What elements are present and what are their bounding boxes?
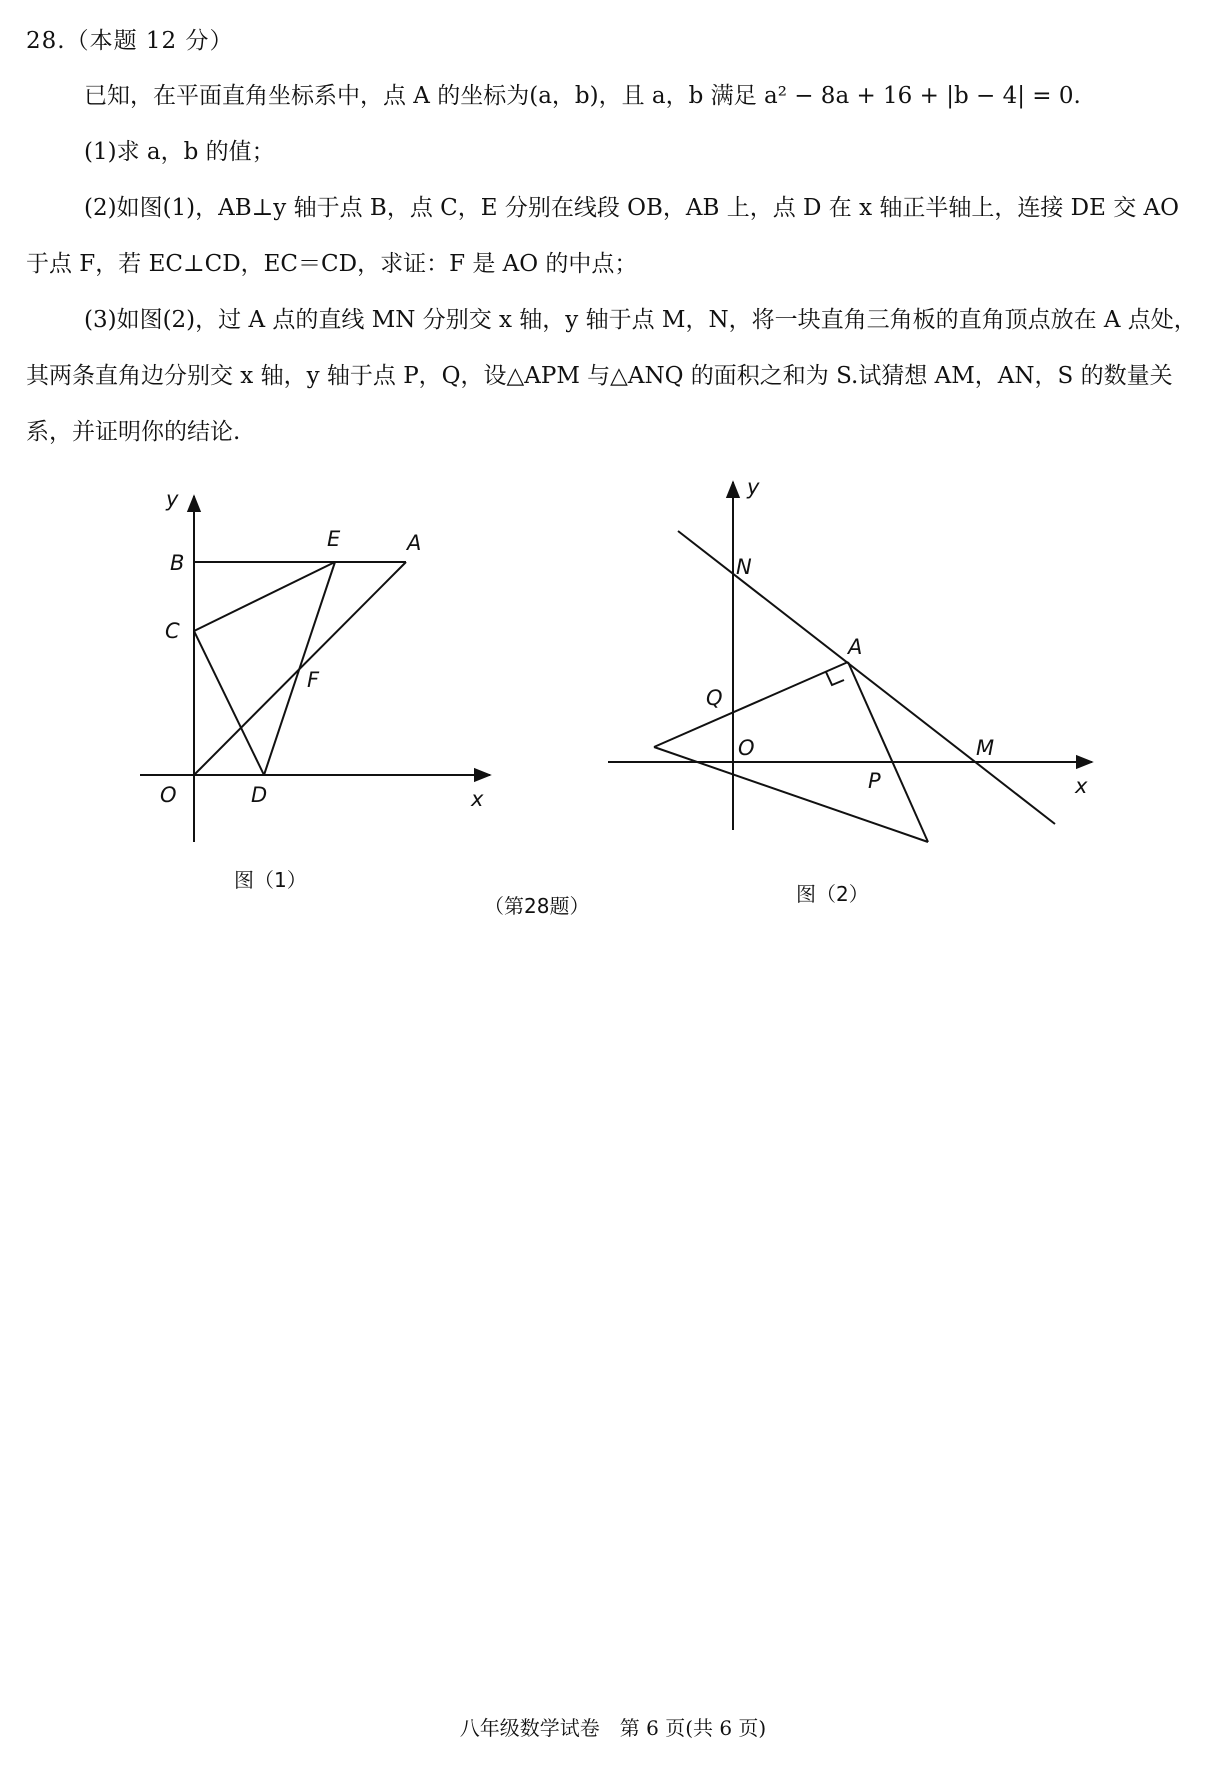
fig1-label-x: x bbox=[471, 787, 484, 811]
question-part-1: (1)求 a，b 的值； bbox=[84, 139, 275, 165]
fig2-label-x: x bbox=[1075, 774, 1088, 798]
fig2-label-y: y bbox=[747, 475, 760, 499]
fig2-segment-AP bbox=[848, 662, 928, 842]
figure-2 bbox=[608, 482, 1092, 842]
figure-2-caption: 图（2） bbox=[796, 882, 869, 906]
fig1-label-B: B bbox=[170, 551, 185, 575]
question-part-2: (2)如图(1)，AB⊥y 轴于点 B，点 C，E 分别在线段 OB，AB 上，点 D 在 x 轴正半轴上，连接 DE 交 AO 于点 F，若 EC⊥CD，EC＝CD，求证：F 是 AO 的中点； bbox=[26, 195, 1180, 277]
figure-group-caption: （第28题） bbox=[484, 894, 590, 918]
figures-area bbox=[0, 460, 1226, 880]
question-header: 28.（本题 12 分） bbox=[26, 28, 234, 54]
page-footer: 八年级数学试卷 第 6 页(共 6 页) bbox=[459, 1716, 767, 1740]
fig2-label-Q: Q bbox=[706, 686, 723, 710]
fig1-label-A: A bbox=[407, 531, 422, 555]
fig2-label-M: M bbox=[976, 736, 995, 760]
fig2-label-P: P bbox=[868, 769, 881, 793]
fig2-label-N: N bbox=[736, 555, 752, 579]
question-intro: 已知，在平面直角坐标系中，点 A 的坐标为(a，b)，且 a，b 满足 a² − 8a + 16 + |b − 4| = 0. bbox=[84, 83, 1081, 109]
question-part-3: (3)如图(2)，过 A 点的直线 MN 分别交 x 轴，y 轴于点 M，N，将一块直角三角板的直角顶点放在 A 点处，其两条直角边分别交 x 轴，y 轴于点 P，Q，设△APM 与△ANQ 的面积之和为 S.试猜想 AM，AN，S 的数量关系，并证明你的结论. bbox=[26, 307, 1197, 445]
figure-1-caption: 图（1） bbox=[234, 868, 307, 892]
fig2-label-O: O bbox=[738, 736, 755, 760]
fig1-segment-CD bbox=[194, 631, 264, 775]
fig1-segment-DE bbox=[264, 562, 335, 775]
fig1-label-D: D bbox=[251, 783, 268, 807]
fig1-segment-CE bbox=[194, 562, 335, 631]
fig2-line-MN bbox=[678, 531, 1055, 824]
fig1-label-O: O bbox=[160, 783, 177, 807]
fig1-label-E: E bbox=[327, 527, 341, 551]
fig1-label-F: F bbox=[307, 668, 320, 692]
fig2-label-A: A bbox=[848, 635, 863, 659]
fig1-label-y: y bbox=[166, 487, 179, 511]
fig1-label-C: C bbox=[165, 619, 180, 643]
fig2-segment-AQ bbox=[654, 662, 848, 747]
fig2-right-angle-mark bbox=[826, 672, 844, 685]
